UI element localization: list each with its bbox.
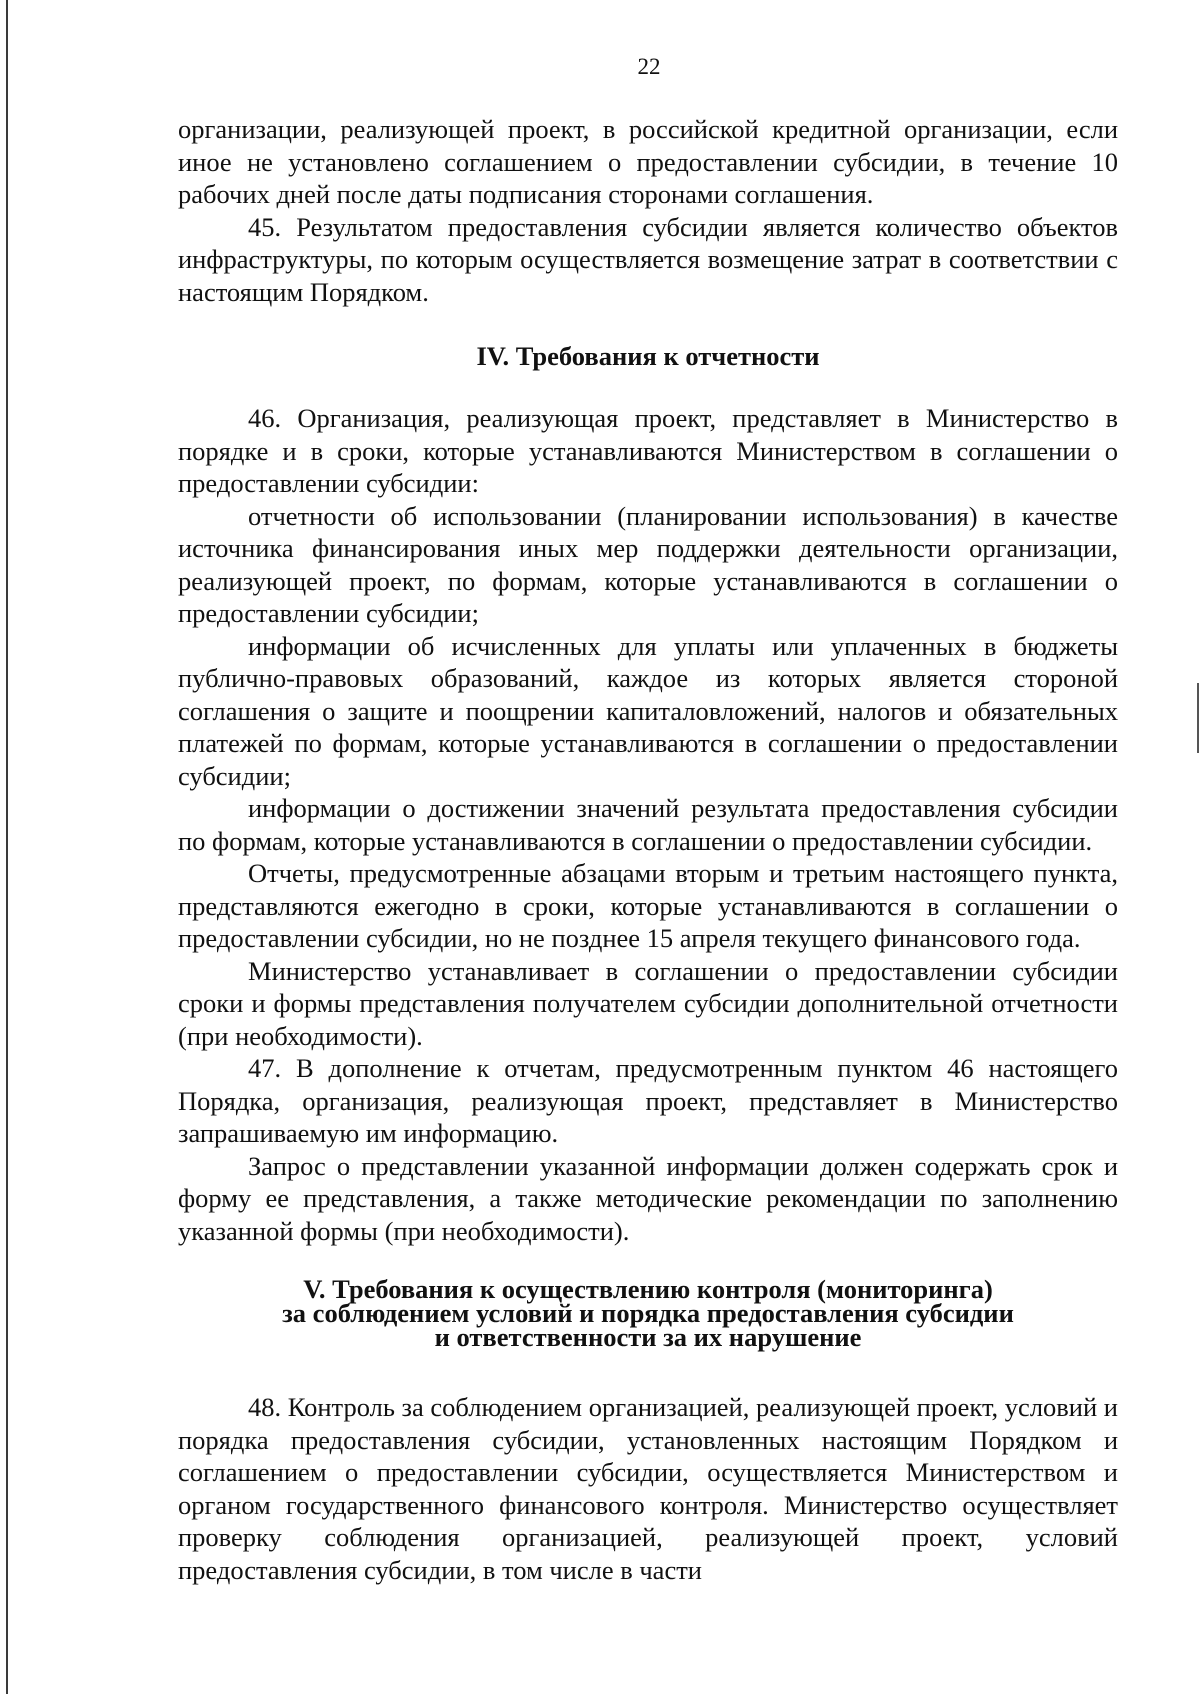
page-number: 22: [637, 54, 661, 79]
document-body: [178, 113, 1118, 1586]
section-v-heading-line-1: V. Требования к осуществлению контроля (мониторинга): [303, 1274, 993, 1304]
paragraph-46-item-1: отчетности об использовании (планировании использования) в качестве источника финансирования иных мер поддержки деятельности организации, реализующей проект, по формам, которые устанавливаются в соглашении о предоставлении субсидии;: [178, 500, 1118, 628]
paragraph-46-additional: Министерство устанавливает в соглашении о предоставлении субсидии сроки и формы представления получателем субсидии дополнительной отчетности (при необходимости).: [178, 955, 1118, 1051]
paragraph-46-item-2: информации об исчисленных для уплаты или уплаченных в бюджеты публично-правовых образований, каждое из которых является стороной соглашения о защите и поощрении капиталовложений, налогов и обязательных платежей по формам, которые устанавливаются в соглашении о предоставлении субсидии;: [178, 630, 1118, 791]
paragraph-46-reports: Отчеты, предусмотренные абзацами вторым и третьим настоящего пункта, представляются ежегодно в сроки, которые устанавливаются в соглашении о предоставлении субсидии, но не позднее 15 апреля текущего финансового года.: [178, 858, 1118, 953]
paragraph-46-item-3: информации о достижении значений результата предоставления субсидии по формам, которые устанавливаются в соглашении о предоставлении субсидии.: [178, 793, 1118, 856]
paragraph-47-request: Запрос о представлении указанной информации должен содержать срок и форму ее представления, а также методические рекомендации по заполнению указанной формы (при необходимости).: [178, 1150, 1118, 1246]
section-v-heading: [178, 1274, 1118, 1352]
section-v-heading-line-2: за соблюдением условий и порядка предоставления субсидии: [282, 1298, 1014, 1328]
scan-edge-line: [6, 0, 8, 1694]
scan-edge-mark: [1197, 683, 1199, 753]
paragraph-48: 48. Контроль за соблюдением организацией, реализующей проект, условий и порядка предоставления субсидии, установленных настоящим Порядком и соглашением о предоставлении субсидии, осуществляется Министерством и органом государственного финансового контроля. Министерство осуществляет проверку соблюдения организацией, реализующей проект, условий предоставления субсидии, в том числе в части: [178, 1392, 1118, 1585]
section-iv-heading: IV. Требования к отчетности: [476, 341, 820, 371]
paragraph-47: 47. В дополнение к отчетам, предусмотренным пунктом 46 настоящего Порядка, организация, реализующая проект, представляет в Министерство запрашиваемую им информацию.: [178, 1053, 1118, 1148]
paragraph-46: 46. Организация, реализующая проект, представляет в Министерство в порядке и в сроки, которые устанавливаются Министерством в соглашении о предоставлении субсидии:: [178, 403, 1118, 498]
paragraph-45: 45. Результатом предоставления субсидии является количество объектов инфраструктуры, по которым осуществляется возмещение затрат в соответствии с настоящим Порядком.: [178, 211, 1118, 307]
section-v-heading-line-3: и ответственности за их нарушение: [434, 1322, 862, 1352]
paragraph-continuation: организации, реализующей проект, в российской кредитной организации, если иное не установлено соглашением о предоставлении субсидии, в течение 10 рабочих дней после даты подписания сторонами соглашения.: [178, 114, 1118, 209]
